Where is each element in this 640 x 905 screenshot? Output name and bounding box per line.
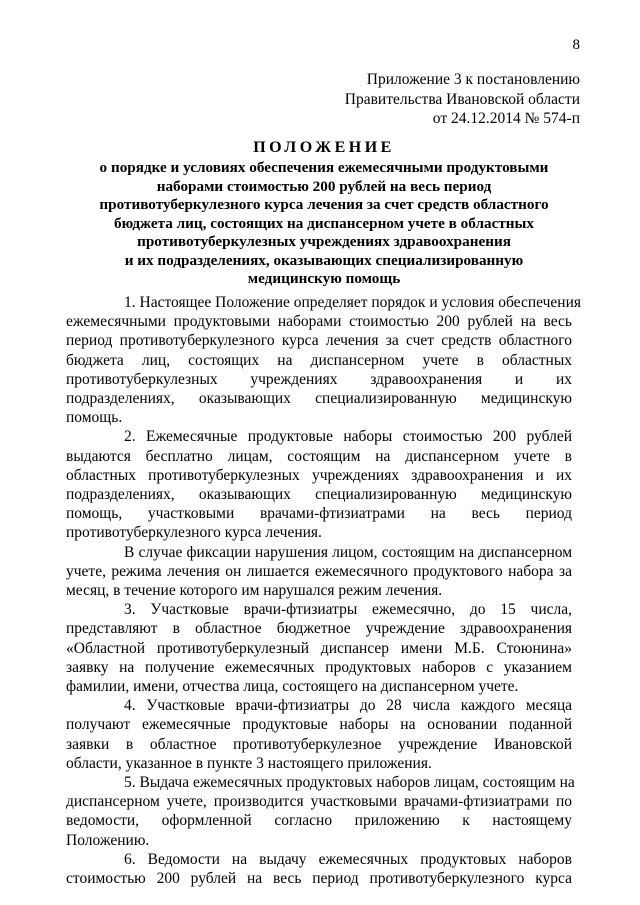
body-paragraph <box>66 293 582 427</box>
body-paragraph <box>66 773 575 850</box>
subtitle-line: противотуберкулезного курса лечения за счет средств областного <box>99 196 549 213</box>
document-subtitle <box>66 159 582 289</box>
appendix-line: Правительства Ивановской области <box>344 90 580 108</box>
appendix-line: Приложение 3 к постановлению <box>366 71 580 88</box>
paragraph-line: В случае фиксации нарушения лицом, состоящим на диспансерном <box>124 543 572 561</box>
subtitle-line: наборами стоимостью 200 рублей на весь период <box>156 177 492 195</box>
paragraph-line: противотуберкулезного курса лечения. <box>66 524 322 542</box>
paragraph-line: заявку на получение ежемесячных продуктовых наборов с указанием <box>66 658 572 676</box>
paragraph-line: диспансерном учете, производится участковыми врачами-фтизиатрами по <box>66 793 572 811</box>
paragraph-line: помощь, участковыми врачами-фтизиатрами на весь период <box>66 505 572 523</box>
paragraph-line: 1. Настоящее Положение определяет порядок и условия обеспечения <box>124 294 582 311</box>
appendix-reference <box>220 70 580 129</box>
paragraph-line: Положению. <box>66 831 150 849</box>
paragraph-line: получают ежемесячные продуктовые наборы на основании поданной <box>66 716 572 734</box>
paragraph-line: ежемесячными продуктовыми наборами стоимостью 200 рублей на весь <box>66 313 572 331</box>
body-paragraph <box>66 543 572 601</box>
paragraph-line: области, указанное в пункте 3 настоящего приложения. <box>66 754 432 772</box>
paragraph-line: 3. Участковые врачи-фтизиатры ежемесячно, до 15 числа, <box>124 601 572 619</box>
paragraph-line: 6. Ведомости на выдачу ежемесячных продуктовых наборов <box>124 850 572 868</box>
paragraph-line: областных противотуберкулезных учреждениях здравоохранения и их <box>66 466 572 484</box>
body-paragraph <box>66 696 572 773</box>
paragraph-line: месяц, в течение которого им нарушался режим лечения. <box>66 582 443 600</box>
paragraph-line: период противотуберкулезного курса лечения за счет средств областного <box>66 332 572 350</box>
paragraph-line: ведомости, оформленной согласно приложению к настоящему <box>66 812 572 830</box>
paragraph-line: помощь. <box>66 409 123 427</box>
paragraph-line: подразделениях, оказывающих специализированную медицинскую <box>66 390 572 408</box>
subtitle-line: противотуберкулезных учреждениях здравоохранения <box>137 233 511 250</box>
paragraph-line: противотуберкулезных учреждениях здравоохранения и их <box>66 370 572 388</box>
subtitle-line: бюджета лиц, состоящих на диспансерном учете в областных <box>114 214 534 232</box>
paragraph-line: 4. Участковые врачи-фтизиатры до 28 числа каждого месяца <box>124 697 572 715</box>
subtitle-line: медицинскую помощь <box>247 270 401 287</box>
paragraph-line: заявки в областное противотуберкулезное учреждение Ивановской <box>66 735 572 753</box>
paragraph-line: фамилии, имени, отчества лица, состоящего на диспансерном учете. <box>66 678 519 696</box>
paragraph-line: выдаются бесплатно лицам, состоящим на диспансерном учете в <box>66 447 572 465</box>
title-block <box>66 138 582 289</box>
body-paragraph <box>66 850 572 888</box>
document-title: ПОЛОЖЕНИЕ <box>253 139 395 156</box>
subtitle-line: и их подразделениях, оказывающих специализированную <box>124 251 524 269</box>
paragraph-line: подразделениях, оказывающих специализированную медицинскую <box>66 486 572 504</box>
paragraph-line: представляют в областное бюджетное учреждение здравоохранения <box>66 620 572 638</box>
paragraph-line: бюджета лиц, состоящих на диспансерном учете в областных <box>66 351 572 369</box>
body-paragraph <box>66 600 572 696</box>
paragraph-line: 2. Ежемесячные продуктовые наборы стоимостью 200 рублей <box>124 428 572 446</box>
paragraph-line: 5. Выдача ежемесячных продуктовых наборов лицам, состоящим на <box>124 774 575 792</box>
document-body <box>66 293 582 888</box>
subtitle-line: о порядке и условиях обеспечения ежемесячными продуктовыми <box>99 159 549 176</box>
paragraph-line: учете, режима лечения он лишается ежемесячного продуктового набора за <box>66 562 572 580</box>
body-paragraph <box>66 427 572 542</box>
paragraph-line: «Областной противотуберкулезный диспансер имени М.Б. Стоюнина» <box>66 639 572 657</box>
page-number: 8 <box>572 37 580 53</box>
paragraph-line: стоимостью 200 рублей на весь период противотуберкулезного курса <box>66 870 572 888</box>
appendix-line: от 24.12.2014 № 574-п <box>432 110 580 127</box>
